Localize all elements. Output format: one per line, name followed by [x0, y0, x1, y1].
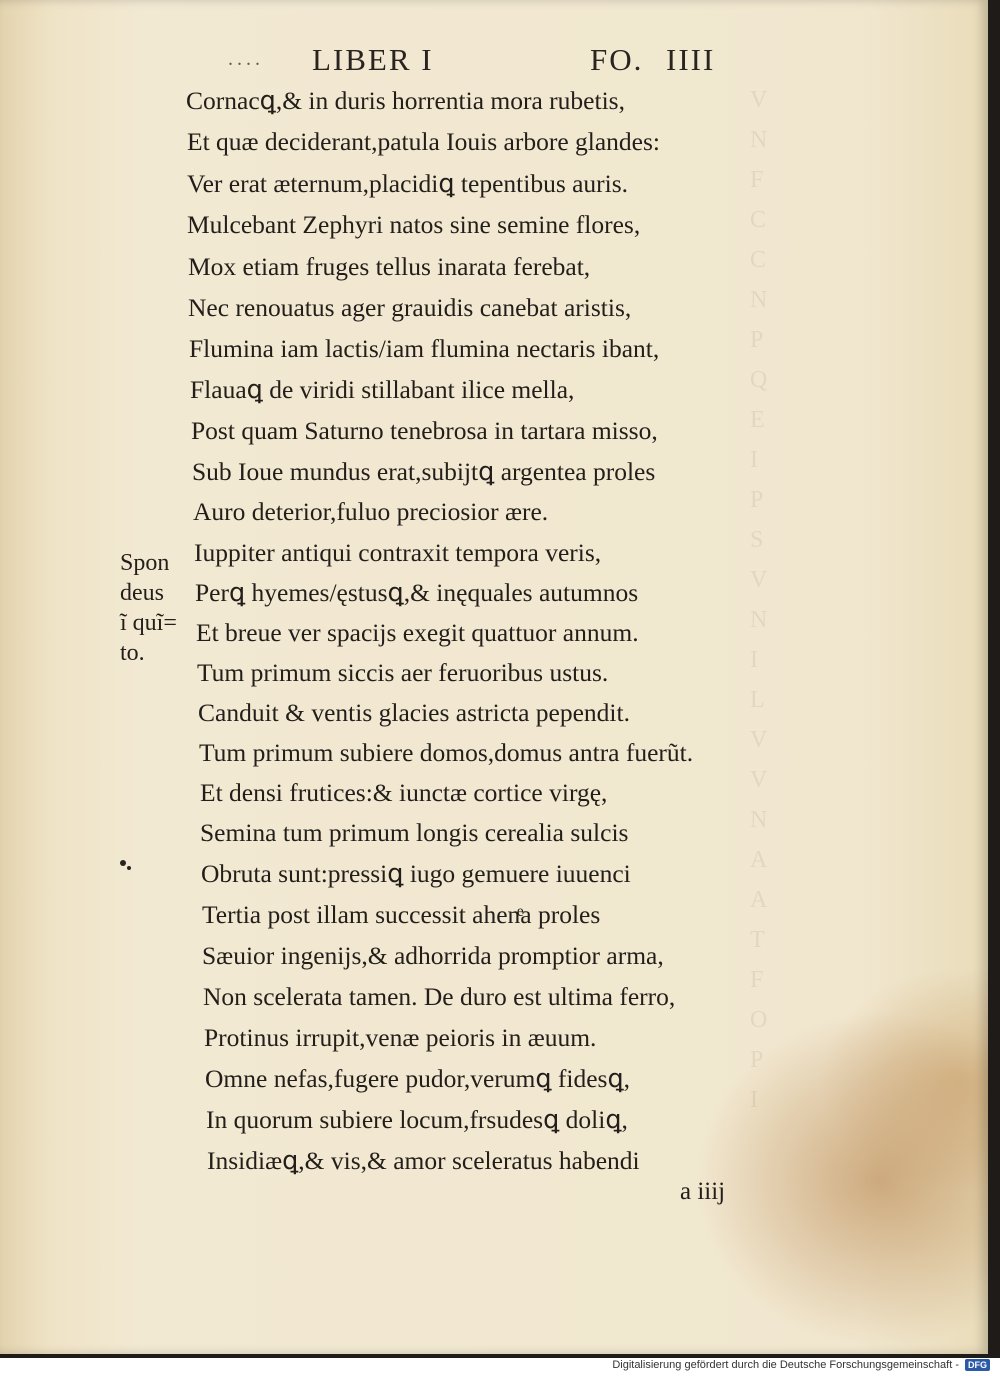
ink-smudge: [127, 866, 131, 870]
verse-line: Protinus irrupit,venæ peioris in æuum.: [204, 1023, 597, 1052]
catchword-signature: a iiij: [680, 1178, 726, 1205]
marginal-note: [120, 548, 200, 668]
ink-smudge: [120, 860, 126, 866]
verse-line: Post quam Saturno tenebrosa in tartara misso,: [191, 416, 658, 445]
marginal-note-line: to.: [120, 640, 145, 666]
verse-line: Mulcebant Zephyri natos sine semine flores,: [187, 210, 641, 239]
verse-line: Obruta sunt:pressiꝗ iugo gemuere iuuenci: [201, 859, 631, 888]
verse-line: Tertia post illam successit ahenͤa proles: [202, 900, 601, 929]
marginal-note-line: ĩ quĩ=: [120, 610, 177, 636]
verse-line: Omne nefas,fugere pudor,verumꝗ fidesꝗ,: [205, 1064, 631, 1093]
verse-line: Flumina iam lactis/iam flumina nectaris ibant,: [189, 334, 660, 363]
verse-line: Nec renouatus ager grauidis canebat aristis,: [188, 293, 632, 322]
show-through-texture: V N F C C N P Q E I P S V N I L V V N A A T F O P I: [750, 87, 768, 1113]
verse-line: Tum primum siccis aer feruoribus ustus.: [197, 658, 609, 687]
verse-line: Perꝗ hyemes/ęstusꝗ,& inęquales autumnos: [195, 578, 639, 607]
verse-line: Sub Ioue mundus erat,subijtꝗ argentea proles: [192, 457, 656, 486]
marginal-note-line: Spon: [120, 550, 170, 576]
verse-line: Et breue ver spacijs exegit quattuor annum.: [196, 618, 639, 647]
verse-line: Iuppiter antiqui contraxit tempora veris,: [194, 538, 602, 567]
verse-line: In quorum subiere locum,frsudesꝗ doliꝗ,: [206, 1105, 628, 1134]
header-dots: ....: [228, 48, 264, 70]
header-folio-number: IIII: [666, 42, 716, 77]
verse-line: Auro deterior,fuluo preciosior ære.: [193, 497, 549, 526]
footer-credit-text: Digitalisierung gefördert durch die Deutsche Forschungsgemeinschaft -: [612, 1359, 959, 1371]
verse-line: Flauaꝗ de viridi stillabant ilice mella,: [190, 375, 575, 404]
digitization-footer: [612, 1356, 990, 1374]
verse-line: Cornacꝗ,& in duris horrentia mora rubetis,: [186, 86, 625, 115]
verse-line: Sæuior ingenijs,& adhorrida promptior arma,: [202, 941, 664, 970]
verse-line: Tum primum subiere domos,domus antra fuerũt.: [199, 738, 694, 767]
verse-line: Et densi frutices:& iunctæ cortice virgę,: [200, 778, 608, 807]
verse-line: Ver erat æternum,placidiꝗ tepentibus auris.: [187, 169, 629, 198]
verse-line: Et quæ deciderant,patula Iouis arbore glandes:: [187, 127, 661, 156]
header-folio-label: FO.: [590, 42, 644, 77]
marginal-note-line: deus: [120, 580, 164, 606]
header-book-title: LIBER I: [312, 42, 434, 77]
verse-line: Mox etiam fruges tellus inarata ferebat,: [188, 252, 591, 281]
verse-line: Non scelerata tamen. De duro est ultima ferro,: [203, 982, 676, 1011]
verse-line: Semina tum primum longis cerealia sulcis: [200, 818, 629, 847]
dfg-logo-icon: DFG: [965, 1359, 990, 1371]
verse-line: Canduit & ventis glacies astricta pependit.: [198, 698, 630, 727]
verse-line: Insidiæꝗ,& vis,& amor sceleratus habendi: [207, 1146, 640, 1175]
